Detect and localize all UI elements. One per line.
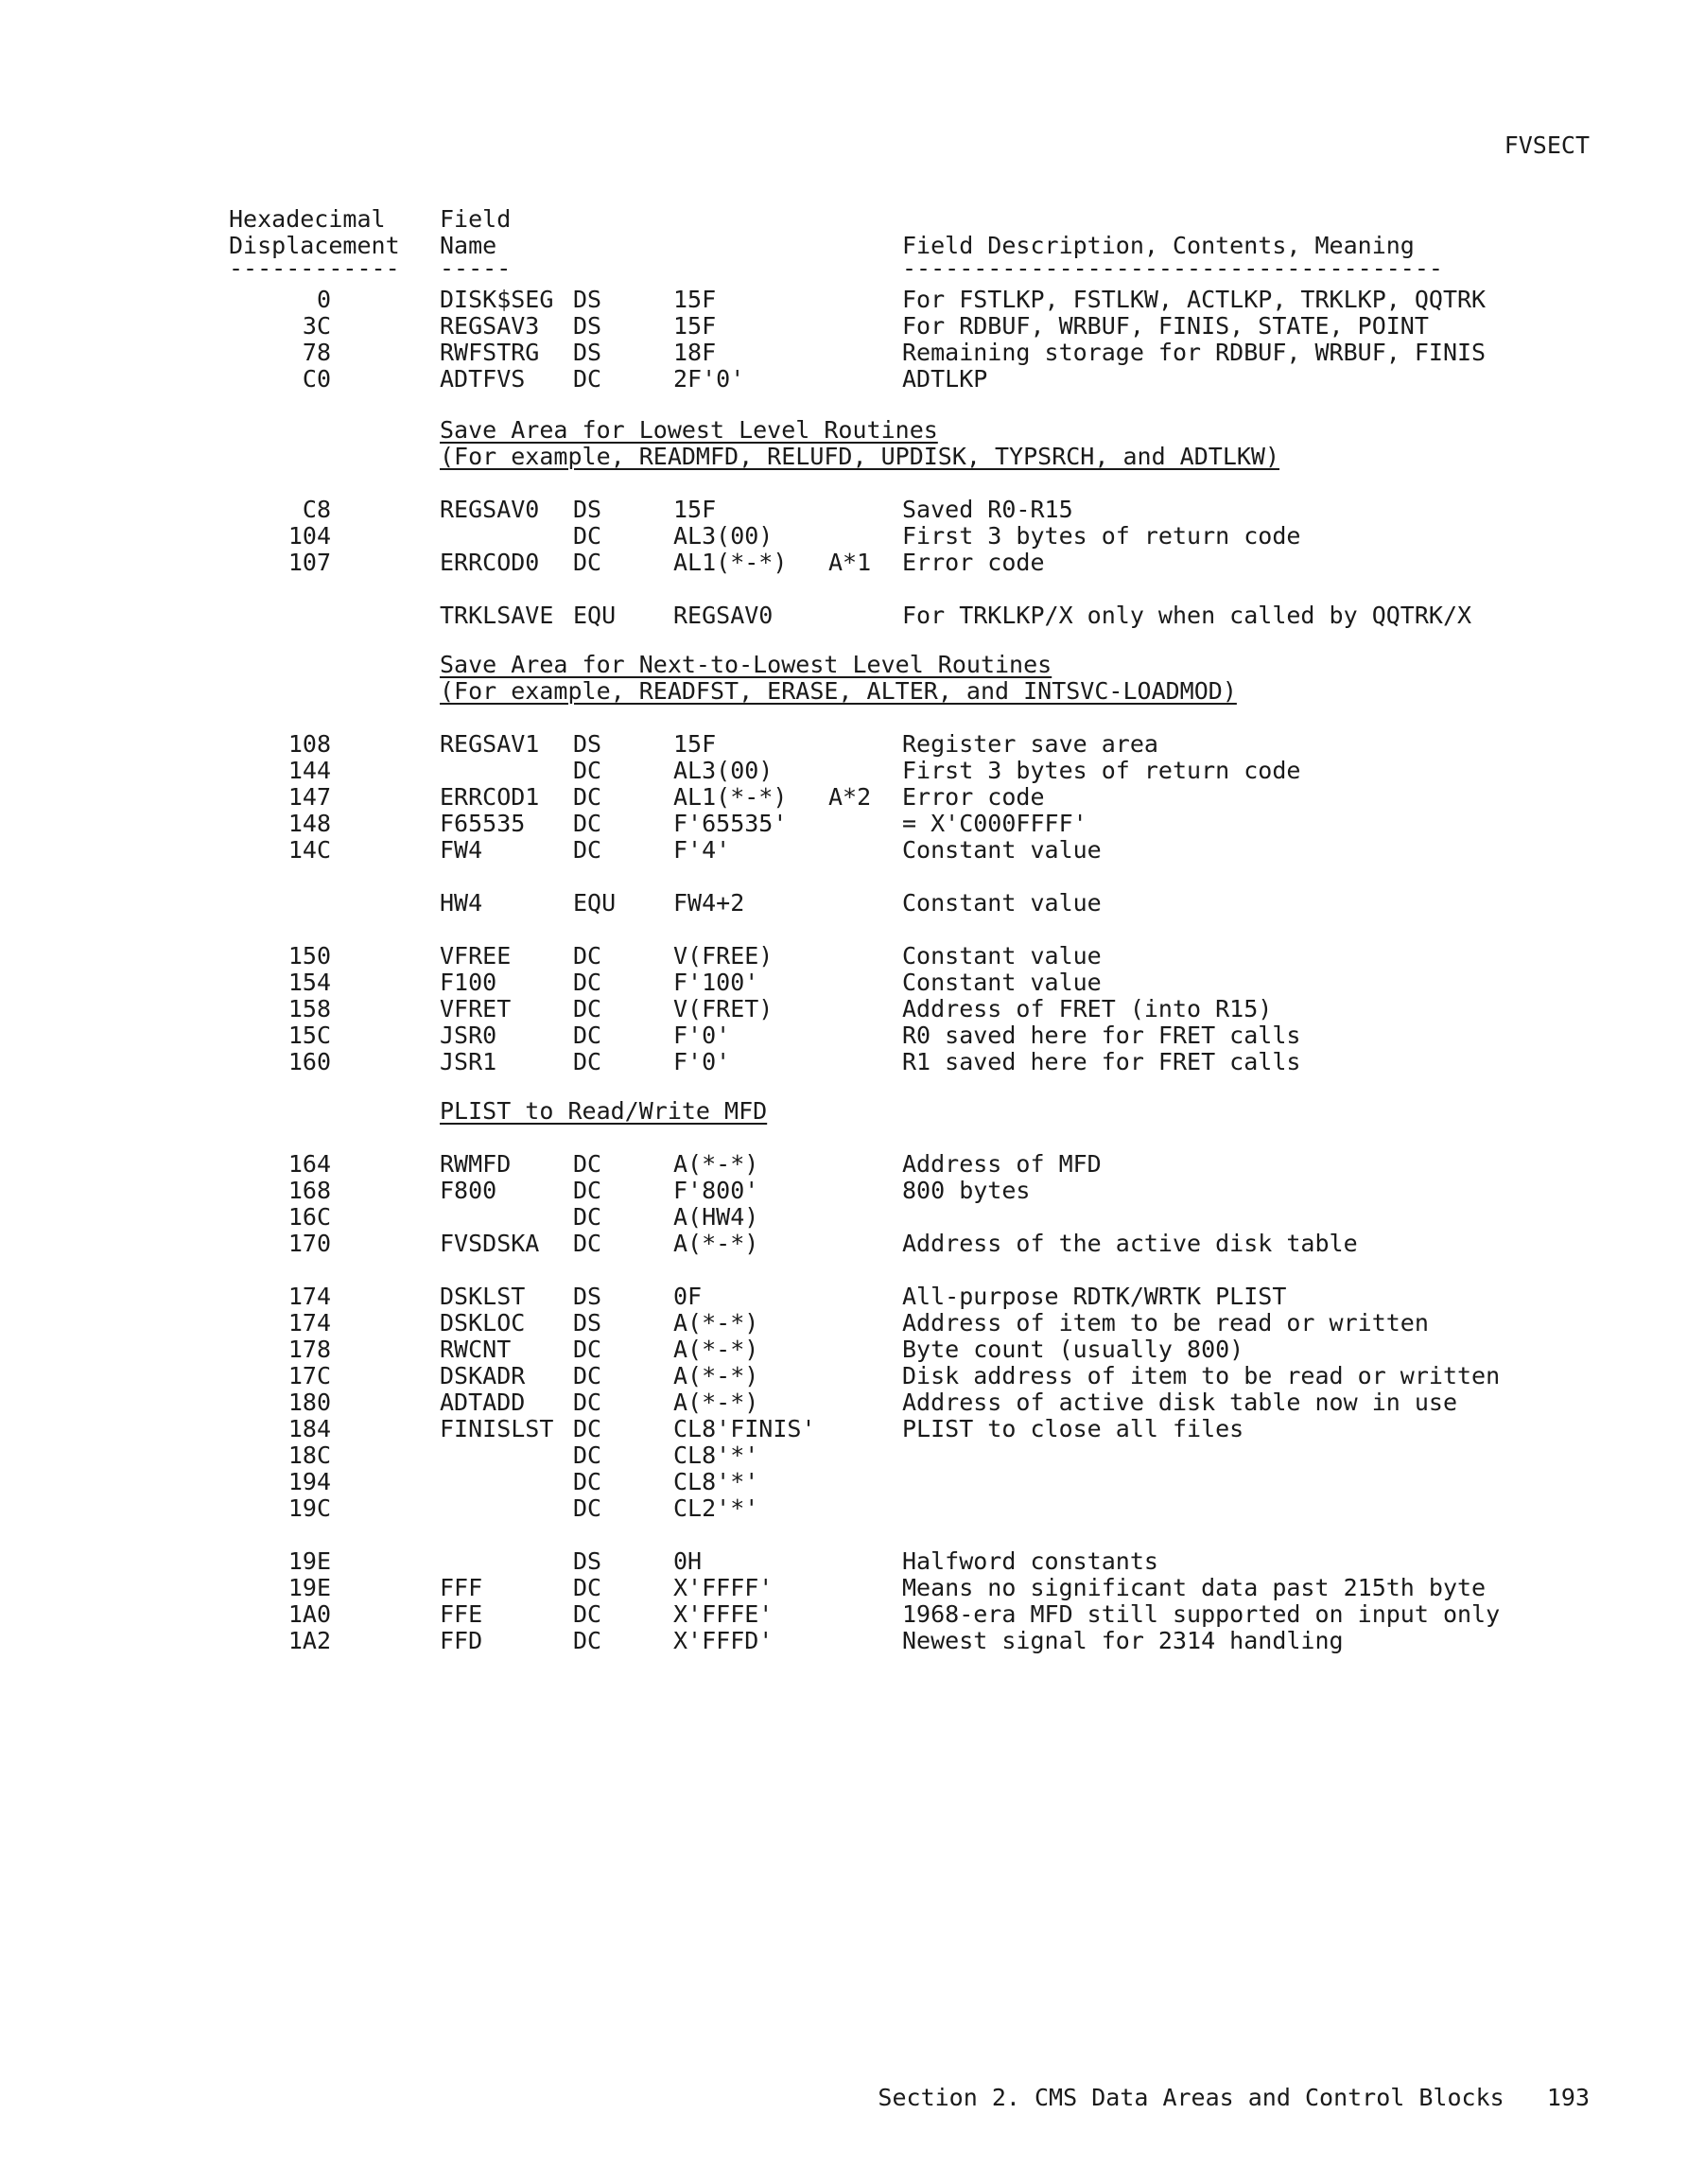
- field-op: DC: [573, 1177, 602, 1204]
- field-description: = X'C000FFFF': [902, 810, 1087, 837]
- field-value: CL8'*': [673, 1468, 759, 1495]
- field-value: A(*-*): [673, 1150, 759, 1178]
- hex-displacement: 158: [287, 995, 331, 1022]
- field-op: DC: [573, 1415, 602, 1442]
- page-footer: [849, 2058, 1590, 2111]
- field-value: 15F: [673, 286, 717, 313]
- field-value: F'65535': [673, 810, 788, 837]
- field-description: Means no significant data past 215th byte: [902, 1574, 1487, 1601]
- field-value: A(HW4): [673, 1203, 759, 1231]
- hex-displacement: 194: [287, 1468, 331, 1495]
- field-value: F'800': [673, 1177, 759, 1204]
- field-description: Error code: [902, 783, 1045, 811]
- field-description: ADTLKP: [902, 365, 988, 393]
- hex-displacement: 174: [287, 1283, 331, 1310]
- field-description: Address of FRET (into R15): [902, 995, 1273, 1022]
- field-value: 0F: [673, 1283, 703, 1310]
- field-op: EQU: [573, 602, 617, 629]
- field-op: DC: [573, 1022, 602, 1049]
- hex-displacement: 170: [287, 1230, 331, 1257]
- field-value: AL1(*-*): [673, 549, 788, 576]
- field-value: X'FFFE': [673, 1600, 774, 1628]
- field-name: RWFSTRG: [440, 339, 540, 366]
- field-description: Address of MFD: [902, 1150, 1102, 1178]
- field-op: DC: [573, 1362, 602, 1389]
- column-heading-hex-2: Displacement: [229, 232, 400, 259]
- field-value: 0H: [673, 1547, 703, 1575]
- field-name: DSKADR: [440, 1362, 526, 1389]
- column-rule-hex: ------------: [229, 254, 400, 282]
- field-name: TRKLSAVE: [440, 602, 554, 629]
- field-description: Address of item to be read or written: [902, 1309, 1429, 1337]
- hex-displacement: 147: [287, 783, 331, 811]
- field-value: CL8'*': [673, 1441, 759, 1469]
- field-name: RWMFD: [440, 1150, 512, 1178]
- field-description: For FSTLKP, FSTLKW, ACTLKP, TRKLKP, QQTRK: [902, 286, 1487, 313]
- field-op: DC: [573, 783, 602, 811]
- field-op: DS: [573, 286, 602, 313]
- column-rule-description: --------------------------------------: [902, 254, 1443, 282]
- field-op: EQU: [573, 889, 617, 917]
- page-header-tag: FVSECT: [1504, 131, 1590, 159]
- field-value: 15F: [673, 496, 717, 523]
- field-name: F65535: [440, 810, 526, 837]
- field-name: FFF: [440, 1574, 483, 1601]
- hex-displacement: 144: [287, 757, 331, 784]
- field-value: X'FFFF': [673, 1574, 774, 1601]
- hex-displacement: 18C: [287, 1441, 331, 1469]
- field-name: ERRCOD0: [440, 549, 540, 576]
- column-rule-name: -----: [440, 254, 512, 282]
- field-name: REGSAV1: [440, 730, 540, 758]
- field-description: 1968-era MFD still supported on input only: [902, 1600, 1501, 1628]
- field-op: DS: [573, 312, 602, 340]
- field-description: Error code: [902, 549, 1045, 576]
- field-value: REGSAV0: [673, 602, 774, 629]
- hex-displacement: 150: [287, 942, 331, 970]
- field-description: Halfword constants: [902, 1547, 1158, 1575]
- field-description: For RDBUF, WRBUF, FINIS, STATE, POINT: [902, 312, 1429, 340]
- section-title-plist: PLIST to Read/Write MFD: [440, 1097, 768, 1125]
- hex-displacement: 1A2: [287, 1627, 331, 1654]
- field-op: DC: [573, 1494, 602, 1522]
- hex-displacement: 19E: [287, 1574, 331, 1601]
- field-value: F'4': [673, 836, 731, 864]
- field-value: 18F: [673, 339, 717, 366]
- field-name: HW4: [440, 889, 483, 917]
- field-name: DSKLST: [440, 1283, 526, 1310]
- field-op: DC: [573, 942, 602, 970]
- field-name: REGSAV3: [440, 312, 540, 340]
- field-value: AL3(00): [673, 757, 774, 784]
- field-description: R1 saved here for FRET calls: [902, 1048, 1301, 1075]
- hex-displacement: 184: [287, 1415, 331, 1442]
- field-name: FINISLST: [440, 1415, 554, 1442]
- field-description: For TRKLKP/X only when called by QQTRK/X: [902, 602, 1472, 629]
- field-value: A(*-*): [673, 1362, 759, 1389]
- column-heading-hex-1: Hexadecimal: [229, 205, 386, 233]
- field-op: DC: [573, 836, 602, 864]
- field-op: DC: [573, 1048, 602, 1075]
- field-op: DC: [573, 522, 602, 550]
- field-op: DC: [573, 757, 602, 784]
- hex-displacement: C0: [302, 365, 331, 393]
- field-op: DC: [573, 365, 602, 393]
- section-title-lowest: Save Area for Lowest Level Routines: [440, 416, 938, 444]
- footer-section-text: Section 2. CMS Data Areas and Control Blocks: [878, 2084, 1504, 2111]
- field-name: ADTADD: [440, 1389, 526, 1416]
- field-note: A*1: [828, 549, 872, 576]
- hex-displacement: 15C: [287, 1022, 331, 1049]
- field-description: 800 bytes: [902, 1177, 1031, 1204]
- field-op: DC: [573, 969, 602, 996]
- field-op: DC: [573, 810, 602, 837]
- field-description: Constant value: [902, 889, 1102, 917]
- hex-displacement: C8: [302, 496, 331, 523]
- field-description: Disk address of item to be read or written: [902, 1362, 1501, 1389]
- hex-displacement: 16C: [287, 1203, 331, 1231]
- field-value: X'FFFD': [673, 1627, 774, 1654]
- field-name: REGSAV0: [440, 496, 540, 523]
- field-name: F100: [440, 969, 497, 996]
- hex-displacement: 3C: [302, 312, 331, 340]
- field-value: F'100': [673, 969, 759, 996]
- field-value: V(FREE): [673, 942, 774, 970]
- field-description: Constant value: [902, 836, 1102, 864]
- field-description: Address of the active disk table: [902, 1230, 1358, 1257]
- field-name: RWCNT: [440, 1336, 512, 1363]
- hex-displacement: 108: [287, 730, 331, 758]
- hex-displacement: 17C: [287, 1362, 331, 1389]
- field-value: FW4+2: [673, 889, 745, 917]
- section-title-next-lowest: Save Area for Next-to-Lowest Level Routines: [440, 651, 1052, 678]
- hex-displacement: 0: [316, 286, 331, 313]
- field-name: FFE: [440, 1600, 483, 1628]
- field-value: 15F: [673, 312, 717, 340]
- column-heading-name-2: Name: [440, 232, 497, 259]
- hex-displacement: 1A0: [287, 1600, 331, 1628]
- field-name: VFRET: [440, 995, 512, 1022]
- field-value: A(*-*): [673, 1389, 759, 1416]
- field-value: A(*-*): [673, 1309, 759, 1337]
- footer-page-number: 193: [1546, 2084, 1590, 2111]
- field-description: Remaining storage for RDBUF, WRBUF, FINIS: [902, 339, 1487, 366]
- hex-displacement: 104: [287, 522, 331, 550]
- column-heading-description: Field Description, Contents, Meaning: [902, 232, 1415, 259]
- hex-displacement: 107: [287, 549, 331, 576]
- field-value: AL3(00): [673, 522, 774, 550]
- section-example-lowest: (For example, READMFD, RELUFD, UPDISK, TYPSRCH, and ADTLKW): [440, 443, 1280, 470]
- field-name: ERRCOD1: [440, 783, 540, 811]
- field-description: All-purpose RDTK/WRTK PLIST: [902, 1283, 1287, 1310]
- field-name: F800: [440, 1177, 497, 1204]
- field-op: DC: [573, 1441, 602, 1469]
- field-op: DS: [573, 1309, 602, 1337]
- field-description: Byte count (usually 800): [902, 1336, 1244, 1363]
- field-name: VFREE: [440, 942, 512, 970]
- hex-displacement: 164: [287, 1150, 331, 1178]
- field-op: DC: [573, 1468, 602, 1495]
- hex-displacement: 14C: [287, 836, 331, 864]
- section-example-next-lowest: (For example, READFST, ERASE, ALTER, and INTSVC-LOADMOD): [440, 677, 1237, 705]
- field-note: A*2: [828, 783, 872, 811]
- field-name: FFD: [440, 1627, 483, 1654]
- field-description: First 3 bytes of return code: [902, 522, 1301, 550]
- hex-displacement: 178: [287, 1336, 331, 1363]
- field-op: DS: [573, 1547, 602, 1575]
- field-value: F'0': [673, 1048, 731, 1075]
- field-op: DC: [573, 1389, 602, 1416]
- field-name: JSR0: [440, 1022, 497, 1049]
- hex-displacement: 168: [287, 1177, 331, 1204]
- field-value: A(*-*): [673, 1336, 759, 1363]
- field-value: CL8'FINIS': [673, 1415, 816, 1442]
- field-value: A(*-*): [673, 1230, 759, 1257]
- hex-displacement: 154: [287, 969, 331, 996]
- field-value: 15F: [673, 730, 717, 758]
- hex-displacement: 19C: [287, 1494, 331, 1522]
- field-op: DS: [573, 730, 602, 758]
- field-description: Address of active disk table now in use: [902, 1389, 1457, 1416]
- hex-displacement: 180: [287, 1389, 331, 1416]
- column-heading-name-1: Field: [440, 205, 512, 233]
- hex-displacement: 160: [287, 1048, 331, 1075]
- field-op: DC: [573, 995, 602, 1022]
- field-description: Constant value: [902, 969, 1102, 996]
- field-op: DC: [573, 1336, 602, 1363]
- field-op: DC: [573, 1627, 602, 1654]
- field-description: Saved R0-R15: [902, 496, 1073, 523]
- field-name: JSR1: [440, 1048, 497, 1075]
- field-name: DSKLOC: [440, 1309, 526, 1337]
- field-description: R0 saved here for FRET calls: [902, 1022, 1301, 1049]
- field-op: DC: [573, 1600, 602, 1628]
- field-op: DC: [573, 1150, 602, 1178]
- field-description: First 3 bytes of return code: [902, 757, 1301, 784]
- field-description: Newest signal for 2314 handling: [902, 1627, 1344, 1654]
- field-name: FVSDSKA: [440, 1230, 540, 1257]
- hex-displacement: 78: [302, 339, 331, 366]
- field-value: AL1(*-*): [673, 783, 788, 811]
- field-op: DS: [573, 339, 602, 366]
- field-op: DC: [573, 1574, 602, 1601]
- field-name: DISK$SEG: [440, 286, 554, 313]
- field-description: Register save area: [902, 730, 1158, 758]
- hex-displacement: 148: [287, 810, 331, 837]
- field-op: DS: [573, 1283, 602, 1310]
- field-value: V(FRET): [673, 995, 774, 1022]
- field-name: FW4: [440, 836, 483, 864]
- field-description: PLIST to close all files: [902, 1415, 1244, 1442]
- hex-displacement: 19E: [287, 1547, 331, 1575]
- field-value: CL2'*': [673, 1494, 759, 1522]
- field-description: Constant value: [902, 942, 1102, 970]
- hex-displacement: 174: [287, 1309, 331, 1337]
- field-value: F'0': [673, 1022, 731, 1049]
- field-op: DC: [573, 1230, 602, 1257]
- field-value: 2F'0': [673, 365, 745, 393]
- field-op: DS: [573, 496, 602, 523]
- field-name: ADTFVS: [440, 365, 526, 393]
- field-op: DC: [573, 1203, 602, 1231]
- field-op: DC: [573, 549, 602, 576]
